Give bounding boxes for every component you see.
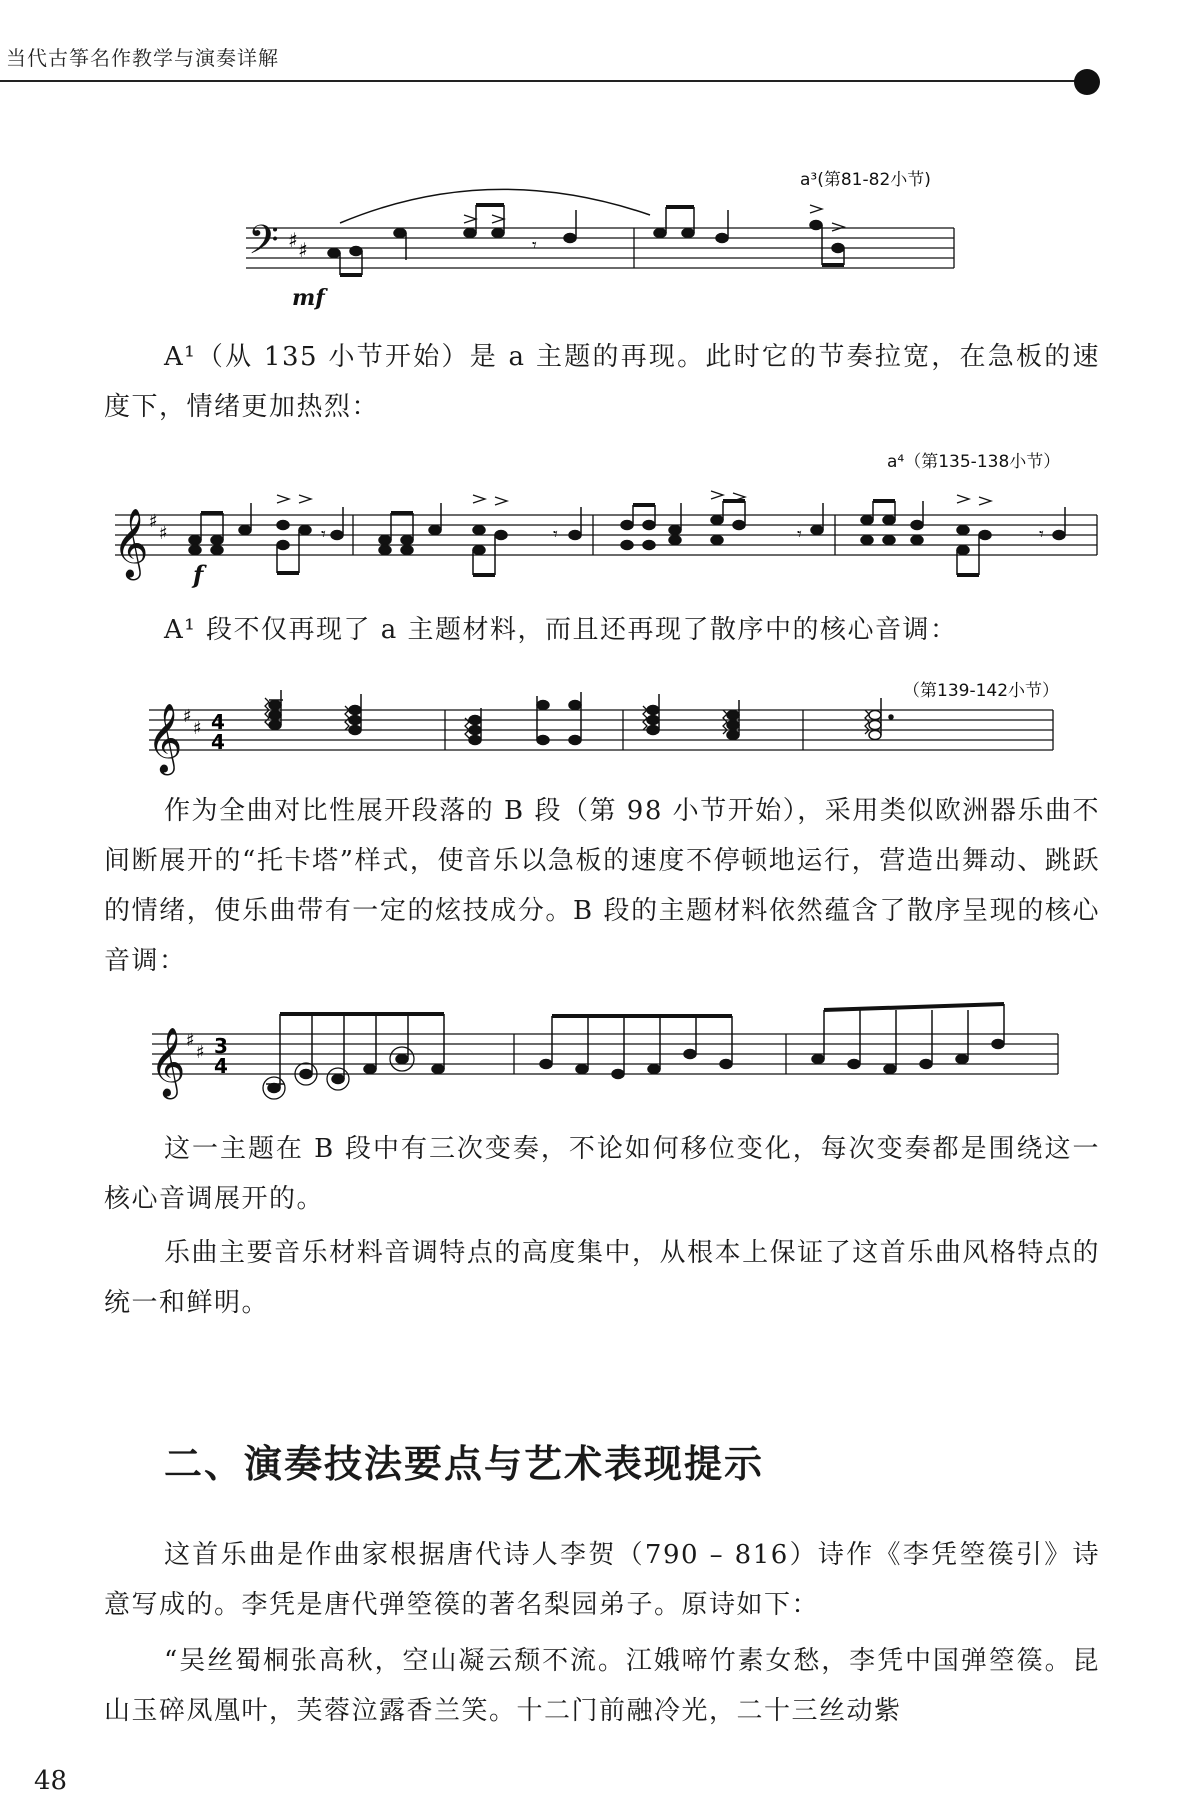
chords (269, 690, 893, 745)
time-signature-bottom: 4 (214, 1054, 228, 1078)
svg-text:♯: ♯ (298, 238, 308, 262)
bass-clef: 𝄢 (248, 217, 279, 273)
example-2-label: a⁴（第135-138小节） (887, 452, 1061, 472)
circled-core-notes (263, 1047, 414, 1099)
music-example-3 (145, 668, 1065, 788)
paragraph (104, 1636, 1100, 1736)
paragraph-text: 乐曲主要音乐材料音调特点的高度集中，从根本上保证了这首乐曲风格特点的统一和鲜明。 (104, 1238, 1100, 1318)
svg-text:♯: ♯ (193, 718, 202, 739)
example-3-label: （第139-142小节） (903, 681, 1060, 701)
music-example-4 (148, 1010, 1068, 1110)
paragraph-text: A¹ 段不仅再现了 a 主题材料，而且还再现了散序中的核心音调： (164, 615, 958, 645)
paragraph (104, 332, 1100, 432)
melody-notes (266, 1004, 1004, 1093)
accent-marks (464, 205, 844, 231)
svg-text:𝄾: 𝄾 (321, 524, 326, 545)
example-1-label: a³(第81-82小节) (800, 170, 931, 190)
paragraph (104, 1228, 1100, 1328)
key-signature: ♯ (183, 706, 192, 727)
time-signature-top: 3 (214, 1034, 228, 1058)
paragraph-text: “吴丝蜀桐张高秋，空山凝云颓不流。江娥啼竹素女愁，李凭中国弹箜篌。昆山玉碎凤凰叶，芙蓉泣露香兰笑。十二门前融冷光，二十三丝动紫 (104, 1646, 1100, 1726)
key-signature: ♯ (149, 511, 158, 532)
running-header-title: 当代古筝名作教学与演奏详解 (6, 46, 279, 70)
rest: 𝄾 (532, 235, 537, 256)
music-example-1 (230, 165, 970, 315)
section-heading: 二、演奏技法要点与艺术表现提示 (164, 1442, 765, 1486)
page-number: 48 (34, 1766, 68, 1796)
paragraph (104, 605, 1100, 655)
paragraph-text: 作为全曲对比性展开段落的 B 段（第 98 小节开始），采用类似欧洲器乐曲不间断展开的“托卡塔”样式，使音乐以急板的速度不停顿地运行，营造出舞动、跳跃的情绪，使乐曲带有一定的炫技成分。B 段的主题材料依然蕴含了散序呈现的核心音调： (104, 796, 1100, 976)
svg-text:𝄾: 𝄾 (1039, 524, 1044, 545)
svg-text:𝄾: 𝄾 (797, 524, 802, 545)
key-signature: ♯ (288, 228, 298, 252)
svg-text:♯: ♯ (196, 1042, 205, 1063)
key-signature: ♯ (186, 1030, 195, 1051)
music-example-2 (105, 445, 1110, 595)
paragraph (104, 1124, 1100, 1224)
paragraph-text: A¹（从 135 小节开始）是 a 主题的再现。此时它的节奏拉宽，在急板的速度下，情绪更加热烈： (104, 342, 1100, 422)
paragraph-text: 这一主题在 B 段中有三次变奏，不论如何移位变化，每次变奏都是围绕这一核心音调展开的。 (104, 1134, 1100, 1214)
paragraph-text: 这首乐曲是作曲家根据唐代诗人李贺（790 – 816）诗作《李凭箜篌引》诗意写成的。李凭是唐代弹箜篌的著名梨园弟子。原诗如下： (104, 1540, 1100, 1620)
header-rule (0, 80, 1088, 82)
dynamic-mark: mf (292, 285, 325, 311)
header-bullet (1074, 69, 1100, 95)
treble-clef: 𝄞 (150, 1027, 186, 1097)
treble-clef: 𝄞 (113, 508, 149, 578)
time-signature-top: 4 (211, 710, 225, 734)
paragraph (104, 1530, 1100, 1630)
time-signature-bottom: 4 (211, 730, 225, 754)
treble-clef: 𝄞 (147, 703, 183, 773)
svg-text:♯: ♯ (159, 523, 168, 544)
svg-text:𝄾: 𝄾 (553, 524, 558, 545)
dynamic-mark: f (193, 560, 204, 589)
paragraph (104, 786, 1100, 986)
